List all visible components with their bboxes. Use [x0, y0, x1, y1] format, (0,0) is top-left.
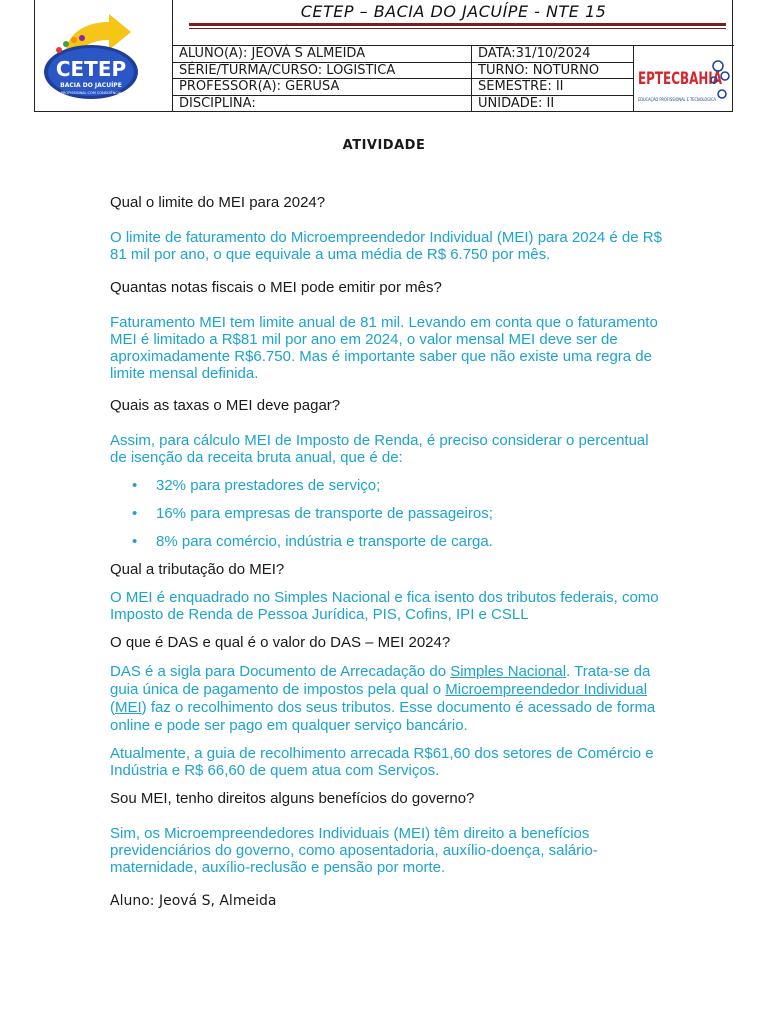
bullet-icon: •: [132, 477, 138, 494]
unit-field: UNIDADE: II: [478, 95, 555, 111]
info-grid: [173, 46, 633, 112]
answer-1: O limite de faturamento do Microempreendedor Individual (MEI) para 2024 é de R$ 81 mil por ano, o que equivale a uma média de R$ 6.750 por mês.: [110, 229, 662, 263]
bullet-icon: •: [132, 505, 138, 522]
title-cell: [173, 0, 734, 46]
list-item-text: 32% para prestadores de serviço;: [156, 477, 381, 494]
answer-4: O MEI é enquadrado no Simples Nacional e fica isento dos tributos federais, como Imposto de Renda de Pessoa Jurídica, PIS, Cofins, IPI e CSLL: [110, 589, 659, 623]
question-4: Qual a tributação do MEI?: [110, 561, 285, 578]
info-row-subject: [173, 96, 633, 113]
subject-field: DISCIPLINA:: [173, 96, 472, 113]
page-heading: ATIVIDADE: [342, 138, 426, 153]
answer-6: Sim, os Microempreendedores Individuais (MEI) têm direito a benefícios previdenciários do governo, como aposentadoria, auxílio-doença, salário-maternidade, auxílio-reclusão e pensão por morte.: [110, 825, 598, 876]
simples-nacional-link[interactable]: Simples Nacional: [450, 663, 567, 680]
mei-link[interactable]: MEI: [115, 699, 142, 716]
question-2: Quantas notas fiscais o MEI pode emitir por mês?: [110, 279, 442, 296]
answer-5-text: DAS é a sigla para Documento de Arrecadação do: [110, 663, 451, 680]
shift-field: TURNO: NOTURNO: [478, 62, 600, 78]
document-header: [34, 0, 736, 112]
info-row-teacher: [173, 79, 633, 96]
title-rule-thin: [189, 28, 726, 29]
school-title: CETEP – BACIA DO JACUÍPE - NTE 15: [300, 2, 607, 21]
eptec-logo-tagline: EDUCAÇÃO PROFISSIONAL E TECNOLÓGICA: [638, 98, 736, 103]
eptec-logo-cell: [633, 46, 734, 112]
question-1: Qual o limite do MEI para 2024?: [110, 194, 326, 211]
eptec-logo-brand: EPTECBAHIA: [638, 69, 723, 89]
cetep-logo-brand: CETEP: [55, 57, 127, 81]
course-field: SÉRIE/TURMA/CURSO: LOGISTICA: [173, 63, 472, 79]
info-row-course: [173, 63, 633, 80]
date-field: DATA:31/10/2024: [478, 46, 591, 61]
answer-3: Assim, para cálculo MEI de Imposto de Renda, é preciso considerar o percentual de isenção da receita bruta anual, que é de:: [110, 432, 649, 466]
student-field: ALUNO(A): JEOVÁ S ALMEIDA: [173, 46, 472, 62]
answer-5: [110, 663, 666, 735]
bullet-icon: •: [132, 533, 138, 550]
list-item-text: 8% para comércio, indústria e transporte de carga.: [156, 533, 493, 550]
answer-5b: Atualmente, a guia de recolhimento arrecada R$61,60 dos setores de Comércio e Indústria e R$ 66,60 de quem atua com Serviços.: [110, 745, 654, 779]
eptec-logo: [634, 46, 734, 112]
microempreendedor-link[interactable]: Microempreendedor Individual: [445, 681, 648, 698]
info-row-student: [173, 46, 633, 63]
question-3: Quais as taxas o MEI deve pagar?: [110, 397, 341, 414]
cetep-logo: [35, 0, 173, 112]
student-signature: Aluno: Jeová S, Almeida: [110, 893, 277, 909]
cetep-logo-tagline: PROFISSIONAL COM CONSCIÊNCIA: [60, 91, 122, 95]
semester-field: SEMESTRE: II: [478, 79, 564, 94]
answer-2: Faturamento MEI tem limite anual de 81 mil. Levando em conta que o faturamento MEI é limitado a R$81 mil por ano em 2024, o valor mensal MEI deve ser de aproximadamente R$6.750. Mas é importante saber que não existe uma regra de limite mensal definida.: [110, 314, 658, 382]
title-rule: [189, 23, 726, 26]
cetep-logo-cell: [35, 0, 173, 112]
answer-5-text: (: [110, 699, 115, 716]
question-6: Sou MEI, tenho direitos alguns benefícios do governo?: [110, 790, 475, 807]
teacher-field: PROFESSOR(A): GERUSA: [173, 79, 472, 95]
answer-5-text: . Trata-se da guia única de pagamento de impostos pela qual o: [110, 663, 651, 698]
question-5: O que é DAS e qual é o valor do DAS – MEI 2024?: [110, 634, 451, 651]
cetep-logo-subtitle: BACIA DO JACUÍPE: [60, 82, 122, 89]
list-item-text: 16% para empresas de transporte de passageiros;: [156, 505, 493, 522]
answer-5-text: ) faz o recolhimento dos seus tributos. Esse documento é acessado de forma online e pode ser pago em qualquer serviço bancário.: [110, 699, 656, 734]
